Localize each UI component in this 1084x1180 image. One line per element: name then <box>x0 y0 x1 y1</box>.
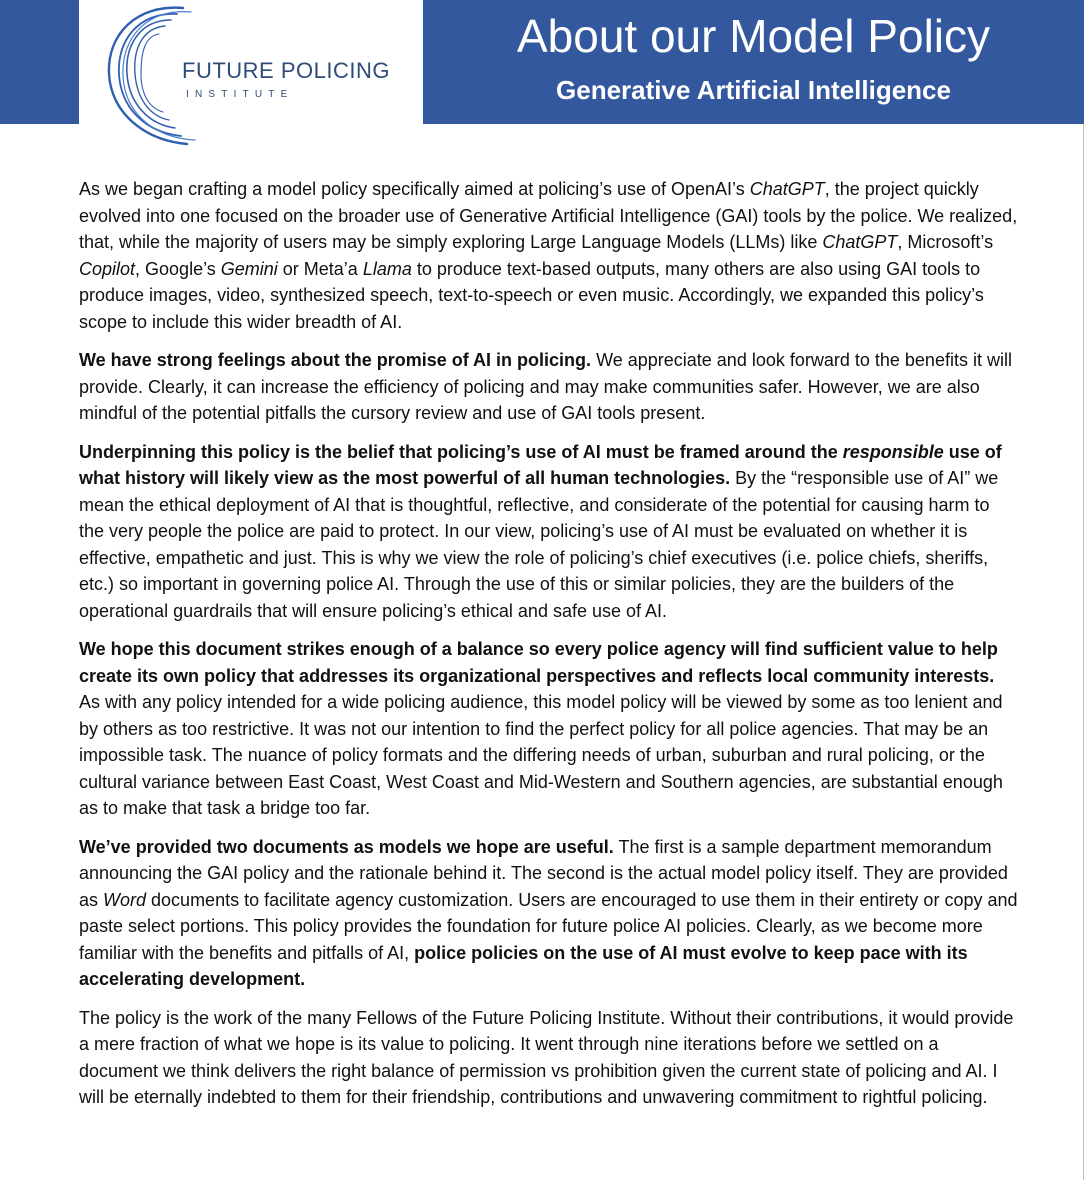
page-subtitle: Generative Artificial Intelligence <box>556 75 951 105</box>
text-run: , the project quickly evolved into one focused on the broader use of Generative Artificial Intelligence (GAI) tools by the police. We realized, that, while the majority of users may be simply exploring Large Language Models (LLMs) like <box>79 179 1018 252</box>
swirl-logo-icon <box>79 0 199 150</box>
logo-name: FUTURE POLICING <box>182 58 390 83</box>
paragraph-promise <box>79 347 1019 427</box>
text-run: , Microsoft’s <box>897 232 994 252</box>
text-run: Gemini <box>220 258 278 279</box>
text-run: Copilot <box>79 258 136 279</box>
header-band-left <box>0 0 79 124</box>
text-run: We’ve provided two documents as models we hope are useful. <box>79 836 614 857</box>
text-run: Underpinning this policy is the belief that policing’s use of AI must be framed around the <box>79 441 843 462</box>
page-title: About our Model Policy <box>516 10 991 62</box>
paragraph-acknowledgement <box>79 1005 1019 1111</box>
paragraph-intro <box>79 176 1019 335</box>
text-run: responsible <box>842 441 944 462</box>
paragraph-balance <box>79 636 1019 822</box>
text-run: ChatGPT <box>822 232 898 252</box>
text-run: The policy is the work of the many Fellows of the Future Policing Institute. Without their contributions, it would provide a mere fraction of what we hope is its value to policing. It went through nine iterations before we settled on a document we think delivers the right balance of permission vs prohibition given the current state of policing and AI. I will be eternally indebted to them for their friendship, contributions and unwavering commitment to rightful policing. <box>79 1007 1014 1107</box>
text-run: police policies on the use of AI must evolve to keep pace with its accelerating development. <box>79 942 968 989</box>
text-run: Word <box>103 889 147 910</box>
page-header <box>0 0 1084 124</box>
text-run: As with any policy intended for a wide policing audience, this model policy will be viewed by some as too lenient and by others as too restrictive. It was not our intention to find the perfect policy for all police agencies. That may be an impossible task. The nuance of policy formats and the differing needs of urban, suburban and rural policing, or the cultural variance between East Coast, West Coast and Mid-Western and Southern agencies, are substantial enough as to make that task a bridge too far. <box>79 692 1003 818</box>
text-run: We hope this document strikes enough of a balance so every police agency will find sufficient value to help create its own policy that addresses its organizational perspectives and reflects local community interests. <box>79 639 998 686</box>
text-run: ChatGPT <box>749 179 825 199</box>
text-run: or Meta’a <box>277 258 363 279</box>
paragraph-responsible-use <box>79 439 1019 625</box>
text-run: use of what history will likely view as the most powerful of all human technologies. <box>79 441 1002 488</box>
text-run: , Google’s <box>135 258 221 279</box>
text-run: By the “responsible use of AI” we mean the ethical deployment of AI that is thoughtful, reflective, and considerate of the potential for causing harm to the very people the police are paid to protect. In our view, policing’s use of AI must be evaluated on whether it is effective, empathetic and just. This is why we view the role of policing’s chief executives (i.e. police chiefs, sheriffs, etc.) so important in governing police AI. Through the use of this or similar policies, they are the builders of the operational guardrails that will ensure policing’s ethical and safe use of AI. <box>79 468 999 621</box>
text-run: Llama <box>362 258 412 279</box>
text-run: documents to facilitate agency customization. Users are encouraged to use them in their entirety or copy and paste select portions. This policy provides the foundation for future police AI policies. Clearly, as we become more familiar with the benefits and pitfalls of AI, <box>79 889 1018 963</box>
text-run: to produce text-based outputs, many others are also using GAI tools to produce images, video, synthesized speech, text-to-speech or even music. Accordingly, we expanded this policy’s scope to include this wider breadth of AI. <box>79 258 984 332</box>
paragraph-documents <box>79 834 1019 993</box>
logo-subtitle: INSTITUTE <box>186 89 294 100</box>
text-run: We appreciate and look forward to the benefits it will provide. Clearly, it can increase the efficiency of policing and may make communities safer. However, we are also mindful of the potential pitfalls the cursory review and use of GAI tools present. <box>79 350 1012 423</box>
text-run: We have strong feelings about the promise of AI in policing. <box>79 350 592 370</box>
text-run: The first is a sample department memorandum announcing the GAI policy and the rationale behind it. The second is the actual model policy itself. They are provided as <box>79 836 1008 910</box>
institute-logo <box>79 0 423 150</box>
body-text <box>79 176 1019 1123</box>
text-run: As we began crafting a model policy specifically aimed at policing’s use of OpenAI’s <box>79 179 750 199</box>
